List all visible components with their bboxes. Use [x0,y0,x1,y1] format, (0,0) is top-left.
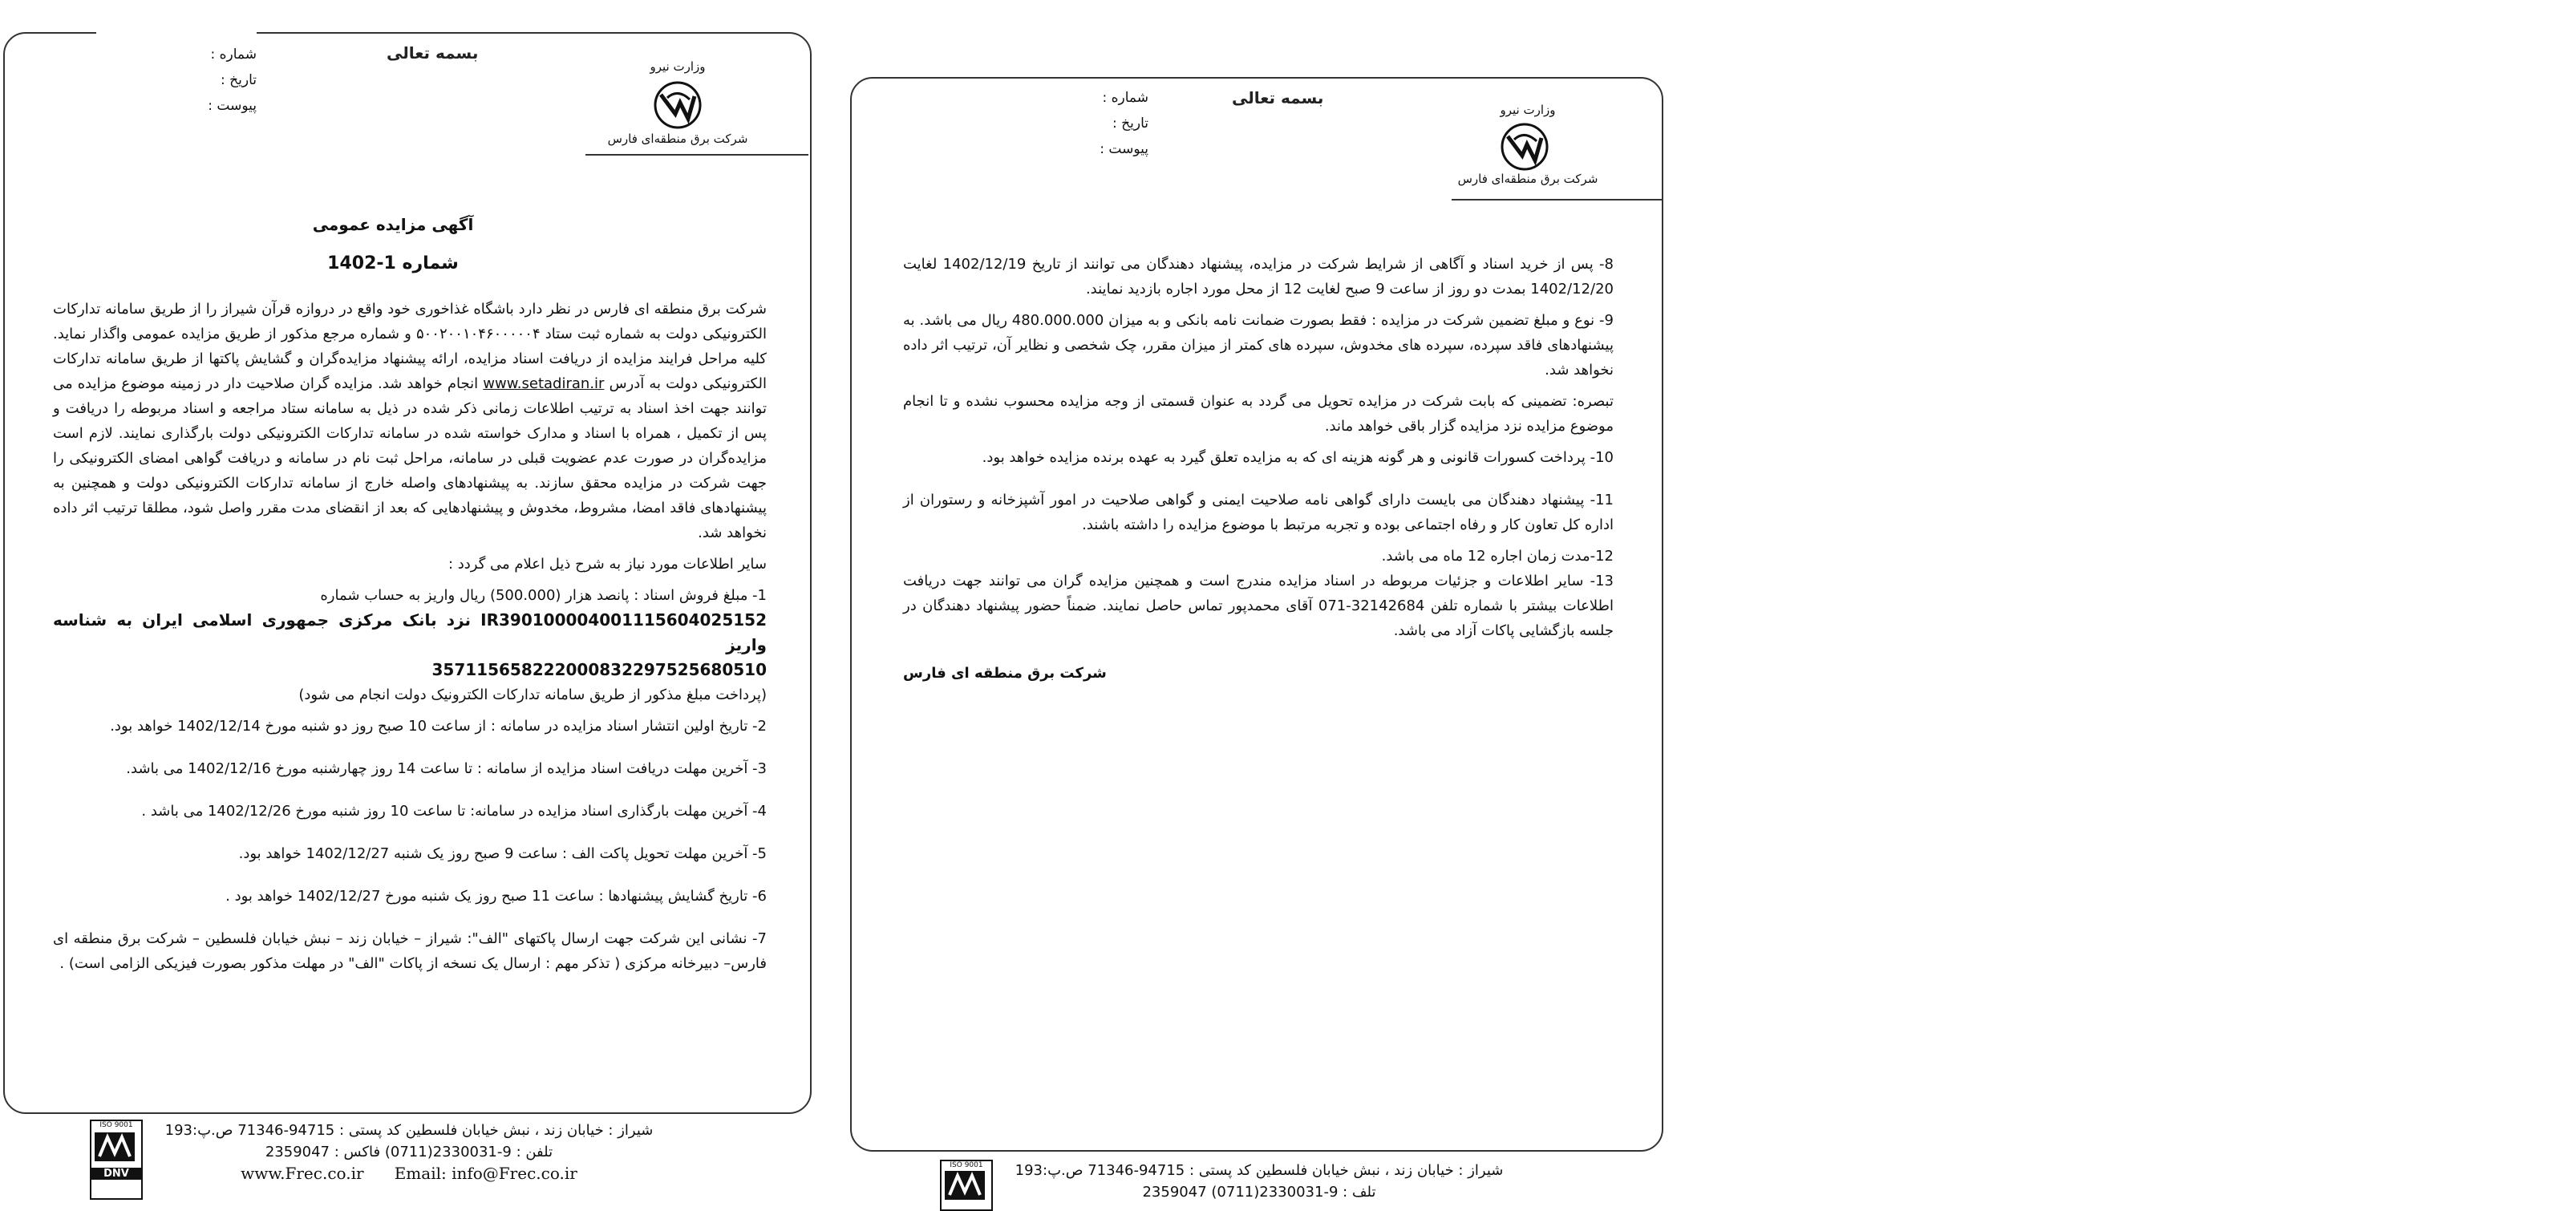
basmala: بسمه تعالی [387,43,479,63]
dnv-emblem-icon [942,1169,988,1201]
attachment-label: پیوست : [1100,141,1148,157]
right-letter [850,0,1676,1199]
item-8: 8- پس از خرید اسناد و آگاهی از شرایط شرکت در مزایده، پیشنهاد دهندگان می توانند از تاریخ 1402/12/19 لغایت 1402/12/20 بمدت دو روز از ساعت 9 صبح لغایت 12 از محل مورد اجاره بازدید نمایند. [903,256,1614,298]
item-5: 5- آخرین مهلت تحویل پاکت الف : ساعت 9 صبح روز یک شنبه 1402/12/27 خواهد بود. [238,845,767,862]
dnv-emblem-icon [91,1129,138,1164]
ministry-name: وزارت نیرو [650,59,706,74]
item-9: 9- نوع و مبلغ تضمین شرکت در مزایده : فقط بصورت ضمانت نامه بانکی و به میزان 480.000.000 ریال می باشد. به پیشنهادهای فاقد سپرده، سپرده های مخدوش، سپرده های کمتر از میزان مقرر، چک شخصی و نظایر آن، ترتیب اثر داده نخواهد شد. [903,312,1614,379]
footer-phone: تلف : 9-2330031(0711) [1211,1184,1376,1201]
item-10: 10- پرداخت کسورات قانونی و هر گونه هزینه ای که به مزایده تعلق گیرد به عهده برنده مزایده خواهد بود. [982,449,1614,466]
footer-contacts [160,1163,658,1185]
signature: شرکت برق منطقه ای فارس [903,665,1107,682]
item-1-line-d: (پرداخت مبلغ مذکور از طریق سامانه تدارکات الکترونیک دولت انجام می شود) [298,687,767,703]
company-logo [1498,120,1551,173]
footer-fax: 2359047 [1142,1184,1207,1201]
left-letter [0,0,818,1199]
number-label: شماره : [1102,90,1148,106]
item-1-line-a: 1- مبلغ فروش اسناد : پانصد هزار (500.000) ریال واریز به حساب شماره [320,587,767,604]
dnv-label: DNV [91,1168,141,1180]
item-1-line-b: IR390100004001115604025152 نزد بانک مرکزی جمهوری اسلامی ایران به شناسه واریز [53,610,767,654]
iso-label: ISO 9001 [950,1161,983,1169]
item-12: 12-مدت زمان اجاره 12 ماه می باشد. [1381,548,1614,565]
left-header-rule-top [96,32,257,34]
iso-label: ISO 9001 [99,1121,133,1129]
intro-text: شرکت برق منطقه ای فارس در نظر دارد باشگاه غذاخوری خود واقع در دروازه قرآن شیراز را از طریق سامانه تدارکات الکترونیکی دولت به شماره ثبت ستاد ۵۰۰۲۰۰۱۰۴۶۰۰۰۰۰۴ و شماره مرجع مذکور از طریق مزایده عمومی واگذار نماید. کلیه مراحل فرایند مزایده از دریافت اسناد مزایده، ارائه پیشنهاد مزایده‌گران و گشایش پاکتها از طریق سامانه تدارکات الکترونیکی دولت به آدرس [53,301,767,392]
left-header-rule [585,154,808,156]
item-11: 11- پیشنهاد دهندگان می بایست دارای گواهی نامه صلاحیت ایمنی و گواهی صلاحیت در امور آشپزخانه و رستوران از اداره کل تعاون کار و رفاه اجتماعی بوده و تجربه مرتبط با موضوع مزایده را داشته باشند. [903,492,1614,533]
intro-text-2: انجام خواهد شد. مزایده گران صلاحیت دار در زمینه موضوع مزایده می توانند جهت اخذ اسناد به ترتیب اطلاعات زمانی ذکر شده در ذیل به سامانه ستاد مراجعه و اسناد مربوطه را دریافت و پس از تکمیل ، همراه با اسناد و مدارک خواسته شده در سامانه تدارکات الکترونیکی دولت بارگذاری نمایند. لازم است مزایده‌گران در صورت عدم عضویت قبلی در سامانه، مراحل ثبت نام در سامانه و دریافت گواهی امضای الکترونیکی را جهت شرکت در مزایده محقق سازند. به پیشنهادهای واصله خارج از سامانه تدارکات الکترونیکی دولت و همچنین به پیشنهادهای فاقد امضا، مشروط، مخدوش و پیشنهادهایی که بعد از انقضای مدت مقرر واصل شود، مطلقا ترتیب اثر داده نخواهد شد. [53,375,767,541]
basmala: بسمه تعالی [1232,88,1324,107]
footer-website-link[interactable]: www.Frec.co.ir [241,1164,364,1183]
footer-email-link[interactable]: Email: info@Frec.co.ir [394,1164,577,1183]
item-6: 6- تاریخ گشایش پیشنهادها : ساعت 11 صبح روز یک شنبه مورخ 1402/12/27 خواهد بود . [225,888,767,905]
number-label: شماره : [210,47,257,63]
footer-address: شیراز : خیابان زند ، نبش خیابان فلسطین کد پستی : 94715-71346 ص.پ:193 [1015,1162,1504,1179]
left-letter-meta [144,42,257,119]
attachment-label: پیوست : [208,98,257,114]
item-3: 3- آخرین مهلت دریافت اسناد مزایده از سامانه : تا ساعت 14 روز چهارشنبه مورخ 1402/12/16 می باشد. [126,760,767,777]
company-logo [651,79,704,132]
company-name: شرکت برق منطقه‌ای فارس [1457,172,1598,186]
iso-certification-badge [90,1120,143,1200]
footer-phone-short [1011,1181,1508,1203]
right-letter-body [903,252,1614,692]
footer-address: شیراز : خیابان زند ، نبش خیابان فلسطین کد پستی : 94715-71346 ص.پ:193 [164,1122,654,1139]
ministry-name: وزارت نیرو [1500,103,1556,117]
right-header-rule [1452,199,1662,200]
notice-number: شماره 1-1402 [327,253,459,273]
item-13: 13- سایر اطلاعات و جزئیات مربوطه در اسناد مزایده مندرج است و همچنین مزایده گران می توانند جهت دریافت اطلاعات بیشتر با شماره تلفن 32142684-071 آقای محمدپور تماس حاصل نمایند. ضمناً حضور پیشنهاد دهندگان در جلسه بازگشایی پاکات آزاد می باشد. [903,573,1614,639]
item-1-line-c: 357115658222000832297525680510 [431,660,767,679]
intro-paragraph [53,297,767,545]
right-letter-meta [1036,85,1148,162]
date-label: تاریخ : [1112,115,1148,132]
intro-paragraph-3: سایر اطلاعات مورد نیاز به شرح ذیل اعلام می گردد : [448,556,767,573]
note-paragraph: تبصره: تضمینی که بابت شرکت در مزایده تحویل می گردد به عنوان قسمتی از وجه مزایده محسوب نشده و تا انجام موضوع مزایده نزد مزایده گزار باقی خواهد ماند. [903,393,1614,435]
item-7: 7- نشانی این شرکت جهت ارسال پاکتهای "الف": شیراز – خیابان زند – نبش خیابان فلسطین – شرکت برق منطقه ای فارس– دبیرخانه مرکزی ( تذکر مهم : ارسال یک نسخه از پاکات "الف" در مهلت مذکور بصورت فیزیکی الزامی است) . [53,930,767,972]
company-name: شرکت برق منطقه‌ای فارس [607,132,748,146]
item-2: 2- تاریخ اولین انتشار اسناد مزایده در سامانه : از ساعت 10 صبح روز دو شنبه مورخ 1402/12/14 خواهد بود. [110,718,767,735]
left-letter-body [53,297,767,982]
left-footer [160,1120,658,1185]
item-1 [53,583,767,707]
notice-title: آگهی مزایده عمومی [312,215,474,234]
date-label: تاریخ : [221,72,257,88]
footer-phone: تلفن : 9-2330031(0711) فاکس : 2359047 [265,1144,553,1160]
setadiran-link[interactable]: www.setadiran.ir [483,375,605,392]
right-footer [1011,1160,1508,1203]
iso-certification-badge [940,1160,993,1211]
item-4: 4- آخرین مهلت بارگذاری اسناد مزایده در سامانه: تا ساعت 10 روز شنبه مورخ 1402/12/26 می باشد . [141,803,767,820]
